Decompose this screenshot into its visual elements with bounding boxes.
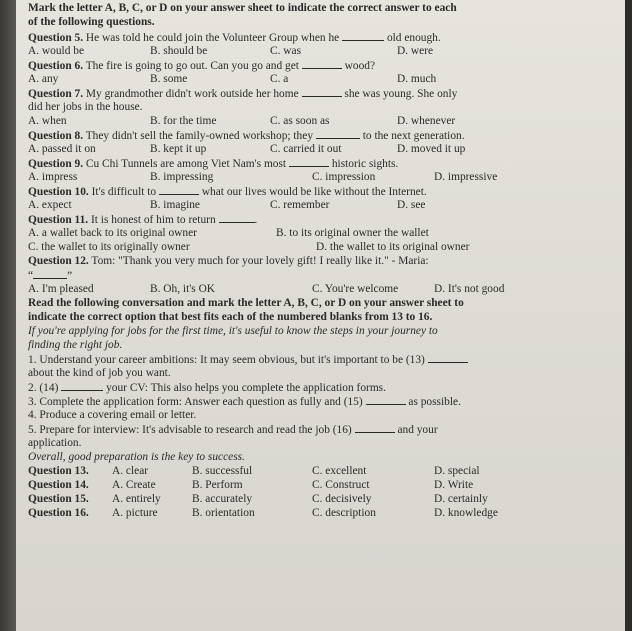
option-c: C. the wallet to its originally owner	[28, 241, 190, 253]
answer-quote	[28, 269, 72, 283]
option-d: D. certainly	[434, 493, 488, 505]
photo-edge-right	[625, 0, 632, 631]
question-label: Question 15.	[28, 493, 89, 505]
option-a: A. I'm pleased	[28, 283, 94, 295]
option-a: A. when	[28, 115, 67, 127]
question-11	[28, 213, 257, 227]
question-stem: The fire is going to go out. Can you go and get	[85, 60, 299, 72]
option-d: D. whenever	[397, 115, 456, 127]
option-b: B. successful	[192, 465, 253, 477]
option-a: A. passed it on	[28, 143, 96, 155]
option-d: D. much	[397, 73, 437, 85]
option-a: A. entirely	[112, 493, 161, 505]
question-8	[28, 129, 465, 143]
question-label: Question 8.	[28, 130, 84, 142]
passage-text: as possible.	[408, 396, 461, 408]
passage-step-3	[28, 395, 461, 409]
option-b: B. to its original owner the wallet	[276, 227, 429, 239]
option-a: A. picture	[112, 507, 158, 519]
question-stem: she was young. She only	[344, 88, 458, 100]
passage-intro: finding the right job.	[28, 339, 123, 351]
option-c: C. description	[312, 507, 376, 519]
option-b: B. orientation	[192, 507, 255, 519]
answer-blank	[219, 213, 255, 223]
instruction-line: indicate the correct option that best fits each of the numbered blanks from 13 to 16.	[28, 311, 433, 323]
answer-blank	[342, 31, 384, 41]
photo-edge-left	[0, 0, 16, 631]
option-a: A. Create	[112, 479, 156, 491]
answer-blank	[302, 59, 342, 69]
option-b: B. kept it up	[150, 143, 207, 155]
option-c: C. excellent	[312, 465, 367, 477]
question-label: Question 14.	[28, 479, 89, 491]
question-stem: .	[254, 214, 258, 226]
passage-step-2	[28, 381, 386, 395]
answer-blank	[33, 269, 67, 279]
option-b: B. some	[150, 73, 188, 85]
option-c: C. You're welcome	[312, 283, 399, 295]
option-d: D. see	[397, 199, 426, 211]
option-a: A. would be	[28, 45, 84, 57]
passage-step-5	[28, 423, 438, 437]
question-label: Question 9.	[28, 158, 84, 170]
passage-text: 2. (14)	[28, 382, 59, 394]
answer-blank	[428, 353, 468, 363]
passage-text: 5. Prepare for interview: It's advisable to research and read the job (16)	[28, 424, 352, 436]
question-12	[28, 255, 429, 268]
option-c: C. remember	[270, 199, 330, 211]
question-5	[28, 31, 441, 45]
option-c: C. as soon as	[270, 115, 330, 127]
option-d: D. knowledge	[434, 507, 498, 519]
question-label: Question 11.	[28, 214, 89, 226]
option-a: A. a wallet back to its original owner	[28, 227, 197, 239]
option-d: D. It's not good	[434, 283, 505, 295]
option-b: B. impressing	[150, 171, 214, 183]
passage-step-1	[28, 353, 468, 367]
passage-step-4: 4. Produce a covering email or letter.	[28, 409, 197, 421]
question-stem: what our lives would be like without the Internet.	[201, 186, 427, 198]
quote-close: ”	[67, 270, 73, 282]
option-d: D. impressive	[434, 171, 498, 183]
option-a: A. impress	[28, 171, 78, 183]
option-c: C. was	[270, 45, 302, 57]
option-b: B. for the time	[150, 115, 217, 127]
option-d: D. were	[397, 45, 434, 57]
answer-blank	[366, 395, 406, 405]
question-10	[28, 185, 427, 199]
question-7	[28, 87, 457, 101]
option-c: C. impression	[312, 171, 376, 183]
answer-blank	[355, 423, 395, 433]
option-b: B. Oh, it's OK	[150, 283, 216, 295]
passage-text: application.	[28, 437, 82, 449]
quote-open: “	[28, 270, 34, 282]
passage-outro: Overall, good preparation is the key to success.	[28, 451, 245, 463]
question-label: Question 13.	[28, 465, 89, 477]
question-label: Question 7.	[28, 88, 84, 100]
question-label: Question 10.	[28, 186, 89, 198]
instruction-line: Mark the letter A, B, C, or D on your answer sheet to indicate the correct answer to each	[28, 2, 457, 14]
option-d: D. Write	[434, 479, 474, 491]
question-label: Question 16.	[28, 507, 89, 519]
option-b: B. imagine	[150, 199, 200, 211]
instruction-line: Read the following conversation and mark the letter A, B, C, or D on your answer sheet to	[28, 297, 464, 309]
passage-text: your CV: This also helps you complete the application forms.	[106, 382, 386, 394]
question-stem: did her jobs in the house.	[28, 101, 143, 113]
question-stem: It's difficult to	[91, 186, 157, 198]
question-9	[28, 157, 398, 171]
passage-text: 3. Complete the application form: Answer each question as fully and (15)	[28, 396, 363, 408]
answer-blank	[159, 185, 199, 195]
question-stem: It is honest of him to return	[91, 214, 216, 226]
passage-text: and your	[397, 424, 438, 436]
passage-text: about the kind of job you want.	[28, 367, 171, 379]
question-stem: My grandmother didn't work outside her home	[85, 88, 299, 100]
option-c: C. Construct	[312, 479, 370, 491]
question-stem: historic sights.	[331, 158, 399, 170]
option-d: D. moved it up	[397, 143, 466, 155]
exam-sheet	[16, 0, 625, 631]
instruction-line: of the following questions.	[28, 16, 155, 28]
option-b: B. Perform	[192, 479, 243, 491]
question-stem: Tom: "Thank you very much for your lovely gift! I really like it." - Maria:	[91, 255, 429, 267]
question-6	[28, 59, 375, 73]
question-stem: old enough.	[386, 32, 441, 44]
answer-blank	[302, 87, 342, 97]
question-stem: wood?	[344, 60, 376, 72]
option-b: B. accurately	[192, 493, 253, 505]
option-a: A. expect	[28, 199, 72, 211]
option-c: C. carried it out	[270, 143, 342, 155]
option-d: D. special	[434, 465, 480, 477]
option-a: A. clear	[112, 465, 149, 477]
question-stem: to the next generation.	[362, 130, 465, 142]
question-stem: They didn't sell the family-owned workshop; they	[85, 130, 314, 142]
question-label: Question 5.	[28, 32, 84, 44]
option-b: B. should be	[150, 45, 208, 57]
answer-blank	[316, 129, 360, 139]
question-label: Question 12.	[28, 255, 89, 267]
option-d: D. the wallet to its original owner	[316, 241, 470, 253]
passage-text: 1. Understand your career ambitions: It may seem obvious, but it's important to be (13)	[28, 354, 425, 366]
passage-intro: If you're applying for jobs for the first time, it's useful to know the steps in your journey to	[28, 325, 438, 337]
question-label: Question 6.	[28, 60, 84, 72]
answer-blank	[289, 157, 329, 167]
option-a: A. any	[28, 73, 59, 85]
question-stem: He was told he could join the Volunteer Group when he	[85, 32, 340, 44]
answer-blank	[61, 381, 103, 391]
option-c: C. a	[270, 73, 289, 85]
question-stem: Cu Chi Tunnels are among Viet Nam's most	[85, 158, 287, 170]
option-c: C. decisively	[312, 493, 372, 505]
